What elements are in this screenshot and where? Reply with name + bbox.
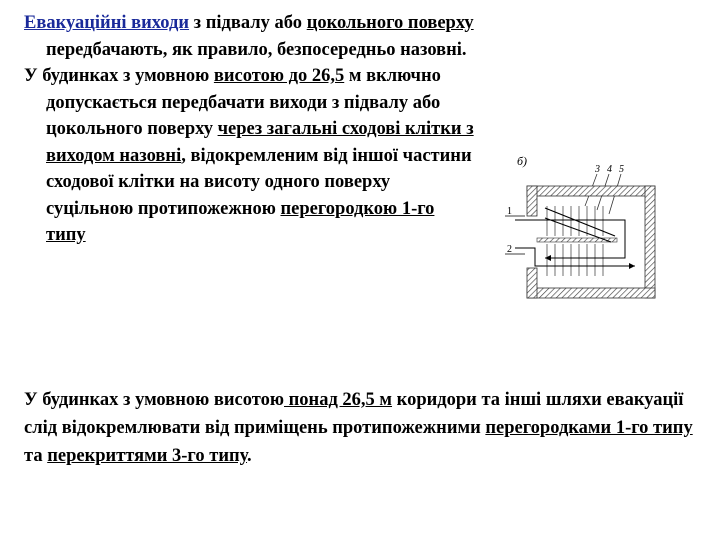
term-partition-type1: перегородкою 1-го типу: [46, 198, 435, 245]
term-height-over-limit: понад 26,5 м: [284, 390, 393, 410]
entry-2-label: 2: [507, 244, 512, 255]
path-arrow-lower: [629, 263, 635, 269]
term-floors-type3: перекриттями 3-го типу: [47, 446, 248, 466]
wall-right: [645, 186, 655, 298]
wall-left-upper: [527, 186, 537, 216]
callout-5-label: 5: [619, 164, 624, 175]
term-partitions-type1: перегородками 1-го типу: [485, 418, 693, 438]
diagram-label: б): [517, 154, 528, 168]
path-arrow-upper: [545, 255, 551, 261]
sentence-height-rule: У будинках з умовною висотою до 26,5 м включно допускається передбачати виходи з підвалу або цокольного поверху через загальні сходові клітки з виходом назовні, відокремленим від іншої частини сходової клітки на висоту одного поверху суцільною протипожежною перегородкою 1-го типу: [24, 66, 474, 245]
stairwell-plan-diagram: [485, 148, 663, 308]
entry-1-label: 1: [507, 206, 512, 217]
wall-bottom: [527, 288, 655, 298]
callout-3-label: 3: [595, 164, 600, 175]
sentence-basement-exits: Евакуаційні виходи з підвалу або цокольного поверху передбачають, як правило, безпосередньо назовні.: [24, 13, 474, 60]
paragraph-stairwell-exits: [24, 10, 474, 249]
term-evacuation-exits: Евакуаційні виходи: [24, 13, 190, 33]
callout-4-label: 4: [607, 164, 612, 175]
paragraph-corridor-separation: У будинках з умовною висотою понад 26,5 м коридори та інші шляхи евакуації слід відокремлювати від приміщень протипожежними перегородками 1-го типу та перекриттями 3-го типу.: [24, 390, 693, 466]
term-height-limit: висотою до 26,5: [213, 66, 345, 86]
term-common-stairwells: через загальні сходові клітки з виходом назовні: [46, 119, 474, 166]
wall-top: [527, 186, 655, 196]
evacuation-path-lower: [515, 248, 635, 266]
wall-left-lower: [527, 268, 537, 298]
term-ground-floor: цокольного поверху: [306, 13, 474, 33]
